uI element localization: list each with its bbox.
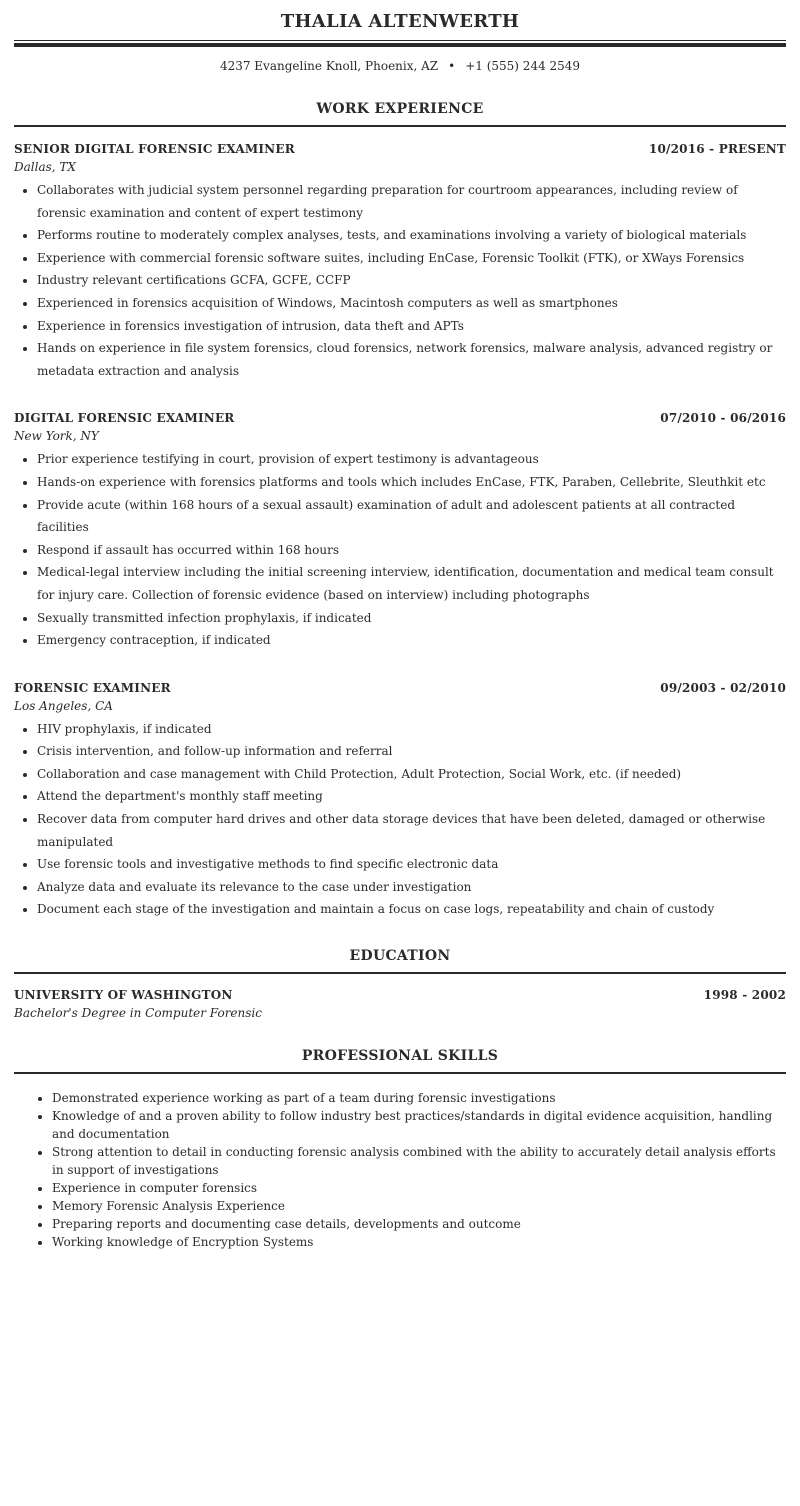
list-item: • Industry relevant certifications GCFA, GCFE, CCFP [37, 269, 786, 292]
list-item: • Attend the department's monthly staff meeting [37, 785, 786, 808]
list-item: • HIV prophylaxis, if indicated [37, 718, 786, 741]
list-item: • Experienced in forensics acquisition of Windows, Macintosh computers as well as smartphones [37, 292, 786, 315]
resume-page [14, 0, 786, 1251]
list-item: • Collaboration and case management with Child Protection, Adult Protection, Social Work, etc. (if needed) [37, 763, 786, 786]
education-header [14, 987, 786, 1003]
section-divider-education [14, 972, 786, 974]
section-divider-skills [14, 1072, 786, 1074]
list-item: • Medical-legal interview including the initial screening interview, identification, documentation and medical team consult for injury care. Collection of forensic evidence (based on interview) including photographs [37, 561, 786, 606]
contact-phone: +1 (555) 244 2549 [465, 59, 581, 73]
job-bullets [14, 448, 786, 651]
list-item: • Respond if assault has occurred within 168 hours [37, 539, 786, 562]
list-item: • Preparing reports and documenting case details, developments and outcome [52, 1215, 786, 1233]
list-item: • Strong attention to detail in conducting forensic analysis combined with the ability to accurately detail analysis efforts in support of investigations [52, 1143, 786, 1179]
job-header [14, 410, 786, 426]
section-title-work: WORK EXPERIENCE [316, 101, 484, 117]
list-item: • Prior experience testifying in court, provision of expert testimony is advantageous [37, 448, 786, 471]
job-location: New York, NY [14, 429, 99, 444]
list-item: • Working knowledge of Encryption Systems [52, 1233, 786, 1251]
job-entry [14, 410, 786, 651]
list-item: • Document each stage of the investigation and maintain a focus on case logs, repeatability and chain of custody [37, 898, 786, 921]
list-item: • Memory Forensic Analysis Experience [52, 1197, 786, 1215]
school-name: UNIVERSITY OF WASHINGTON [14, 988, 233, 1003]
job-title: SENIOR DIGITAL FORENSIC EXAMINER [14, 142, 295, 156]
list-item: • Hands on experience in file system forensics, cloud forensics, network forensics, malware analysis, advanced registry or metadata extraction and analysis [37, 337, 786, 382]
job-title: FORENSIC EXAMINER [14, 680, 171, 695]
list-item: • Use forensic tools and investigative methods to find specific electronic data [37, 853, 786, 876]
job-location: Dallas, TX [14, 160, 76, 174]
list-item: • Performs routine to moderately complex analyses, tests, and examinations involving a variety of biological materials [37, 224, 786, 247]
job-title: DIGITAL FORENSIC EXAMINER [14, 411, 235, 426]
list-item: • Analyze data and evaluate its relevance to the case under investigation [37, 876, 786, 899]
list-item: • Experience in forensics investigation of intrusion, data theft and APTs [37, 315, 786, 338]
contact-line [14, 58, 786, 74]
list-item: • Experience in computer forensics [52, 1179, 786, 1197]
list-item: • Provide acute (within 168 hours of a sexual assault) examination of adult and adolescent patients at all contracted facilities [37, 494, 786, 539]
job-header [14, 141, 786, 157]
section-title-education: EDUCATION [349, 948, 451, 965]
job-dates: 09/2003 - 02/2010 [660, 680, 786, 695]
list-item: • Crisis intervention, and follow-up information and referral [37, 740, 786, 763]
skills-list [14, 1089, 786, 1251]
list-item: • Experience with commercial forensic software suites, including EnCase, Forensic Toolkit (FTK), or XWays Forensics [37, 247, 786, 270]
job-entry [14, 680, 786, 921]
degree-name: Bachelor's Degree in Computer Forensic [14, 1006, 262, 1021]
education-dates: 1998 - 2002 [703, 988, 786, 1003]
list-item: • Recover data from computer hard drives and other data storage devices that have been deleted, damaged or otherwise manipulated [37, 808, 786, 853]
header-divider-thin [14, 40, 786, 41]
section-title-skills: PROFESSIONAL SKILLS [301, 1048, 499, 1065]
list-item: • Hands-on experience with forensics platforms and tools which includes EnCase, FTK, Paraben, Cellebrite, Sleuthkit etc [37, 471, 786, 494]
job-entry [14, 141, 786, 382]
job-dates: 07/2010 - 06/2016 [660, 411, 786, 426]
contact-address: 4237 Evangeline Knoll, Phoenix, AZ [219, 59, 439, 73]
job-header [14, 680, 786, 696]
job-bullets [14, 179, 786, 382]
list-item: • Demonstrated experience working as part of a team during forensic investigations [52, 1089, 786, 1107]
job-dates: 10/2016 - PRESENT [648, 142, 786, 156]
job-location: Los Angeles, CA [14, 698, 113, 713]
job-bullets [14, 718, 786, 921]
list-item: • Emergency contraception, if indicated [37, 629, 786, 652]
list-item: • Sexually transmitted infection prophylaxis, if indicated [37, 607, 786, 630]
header-divider-thick [14, 43, 786, 47]
section-divider-work [14, 125, 786, 127]
contact-separator: • [448, 59, 456, 73]
list-item: • Collaborates with judicial system personnel regarding preparation for courtroom appearances, including review of forensic examination and content of expert testimony [37, 179, 786, 224]
candidate-name: THALIA ALTENWERTH [280, 11, 520, 32]
list-item: • Knowledge of and a proven ability to follow industry best practices/standards in digital evidence acquisition, handling and documentation [52, 1107, 786, 1143]
education-entry [14, 987, 786, 1021]
